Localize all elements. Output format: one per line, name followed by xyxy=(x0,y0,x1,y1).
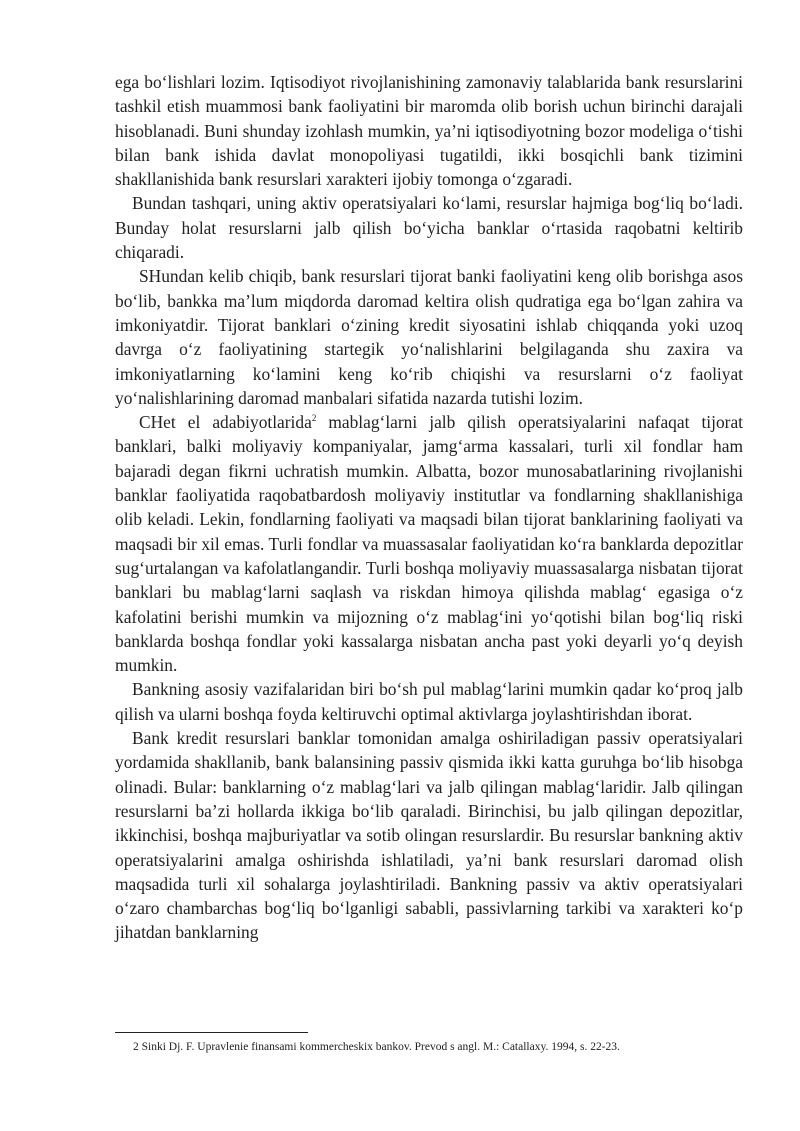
footnote-reference: 2 xyxy=(311,413,317,424)
paragraph-6: Bank kredit resurslari banklar tomonidan amalga oshiriladigan passiv operatsiyalari yordamida shakllanib, bank balansining passiv qismida ikki katta guruhga bo‘lib hisobga olinadi. Bular: banklarning o‘z mablag‘lari va jalb qilingan mablag‘laridir. Jalb qilingan resurslarni ba’zi hollarda ikkiga bo‘lib qaraladi. Birinchisi, bu jalb qilingan depozitlar, ikkinchisi, boshqa majburiyatlar va sotib olingan resurslardir. Bu resurslar bankning aktiv operatsiyalarini amalga oshirishda ishlatiladi, ya’ni bank resurslari daromad olish maqsadida turli xil sohalarga joylashtiriladi. Bankning passiv va aktiv operatsiyalari o‘zaro chambarchas bog‘liq bo‘lganligi sababli, passivlarning tarkibi va xarakteri ko‘p jihatdan banklarning xyxy=(115,728,743,943)
paragraph-1: ega bo‘lishlari lozim. Iqtisodiyot rivojlanishining zamonaviy talablarida bank resurslarini tashkil etish muammosi bank faoliyatini bir maromda olib borish uchun birinchi darajali hisoblanadi. Buni shunday izohlash mumkin, ya’ni iqtisodiyotning bozor modeliga o‘tishi bilan bank ishida davlat monopoliyasi tugatildi, ikki bosqichli bank tizimini shakllanishida bank resurslari xarakteri ijobiy tomonga o‘zgaradi. xyxy=(115,72,743,190)
footnote-separator xyxy=(115,1032,308,1033)
paragraph-4-rest: mablag‘larni jalb qilish operatsiyalarini nafaqat tijorat banklari, balki moliyaviy kompaniyalar, jamg‘arma kassalari, turli xil fondlar ham bajaradi degan fikrni uchratish mumkin. Albatta, bozor munosabatlarining rivojlanishi banklar faoliyatida raqobatbardosh moliyaviy institutlar va fondlarning shakllanishiga olib keladi. Lekin, fondlarning faoliyati va maqsadi bilan tijorat banklarining faoliyati va maqsadi bir xil emas. Turli fondlar va muassasalar faoliyatidan ko‘ra banklarda depozitlar sug‘urtalangan va kafolatlangandir. Turli boshqa moliyaviy muassasalarga nisbatan tijorat banklari bu mablag‘larni saqlash va riskdan himoya qilishda mablag‘ egasiga o‘z kafolatini berishi mumkin va mijozning o‘z mablag‘ini yo‘qotishi bilan bog‘liq riski banklarda boshqa fondlar yoki kassalarga nisbatan ancha past yoki deyarli yo‘q deyish mumkin. xyxy=(115,412,743,676)
paragraph-3: SHundan kelib chiqib, bank resurslari tijorat banki faoliyatini keng olib borishga asos bo‘lib, bankka ma’lum miqdorda daromad keltira olish qudratiga ega bo‘lgan zahira va imkoniyatdir. Tijorat banklari o‘zining kredit siyosatini ishlab chiqqanda yoki uzoq davrga o‘z faoliyatining startegik yo‘nalishlarini belgilaganda shu zaxira va imkoniyatlarning ko‘lamini keng ko‘rib chiqishi va resurslarni o‘z faoliyat yo‘nalishlarining daromad manbalari sifatida nazarda tutishi lozim. xyxy=(115,266,743,408)
paragraph-4-start: CHet el adabiyotlarida xyxy=(139,412,312,433)
paragraph-5: Bankning asosiy vazifalaridan biri bo‘sh pul mablag‘larini mumkin qadar ko‘proq jalb qilish va ularni boshqa foyda keltiruvchi optimal aktivlarga joylashtirishdan iborat. xyxy=(115,679,743,724)
footnote: 2 Sinki Dj. F. Upravlenie finansami kommercheskix bankov. Prevod s angl. M.: Catallaxy. 1994, s. 22-23. xyxy=(133,1041,620,1053)
paragraph-4 xyxy=(115,410,743,677)
paragraph-2: Bundan tashqari, uning aktiv operatsiyalari ko‘lami, resurslar hajmiga bog‘liq bo‘ladi. Bunday holat resurslarni jalb qilish bo‘yicha banklar o‘rtasida raqobatni keltirib chiqaradi. xyxy=(115,193,743,263)
document-body xyxy=(115,70,743,945)
